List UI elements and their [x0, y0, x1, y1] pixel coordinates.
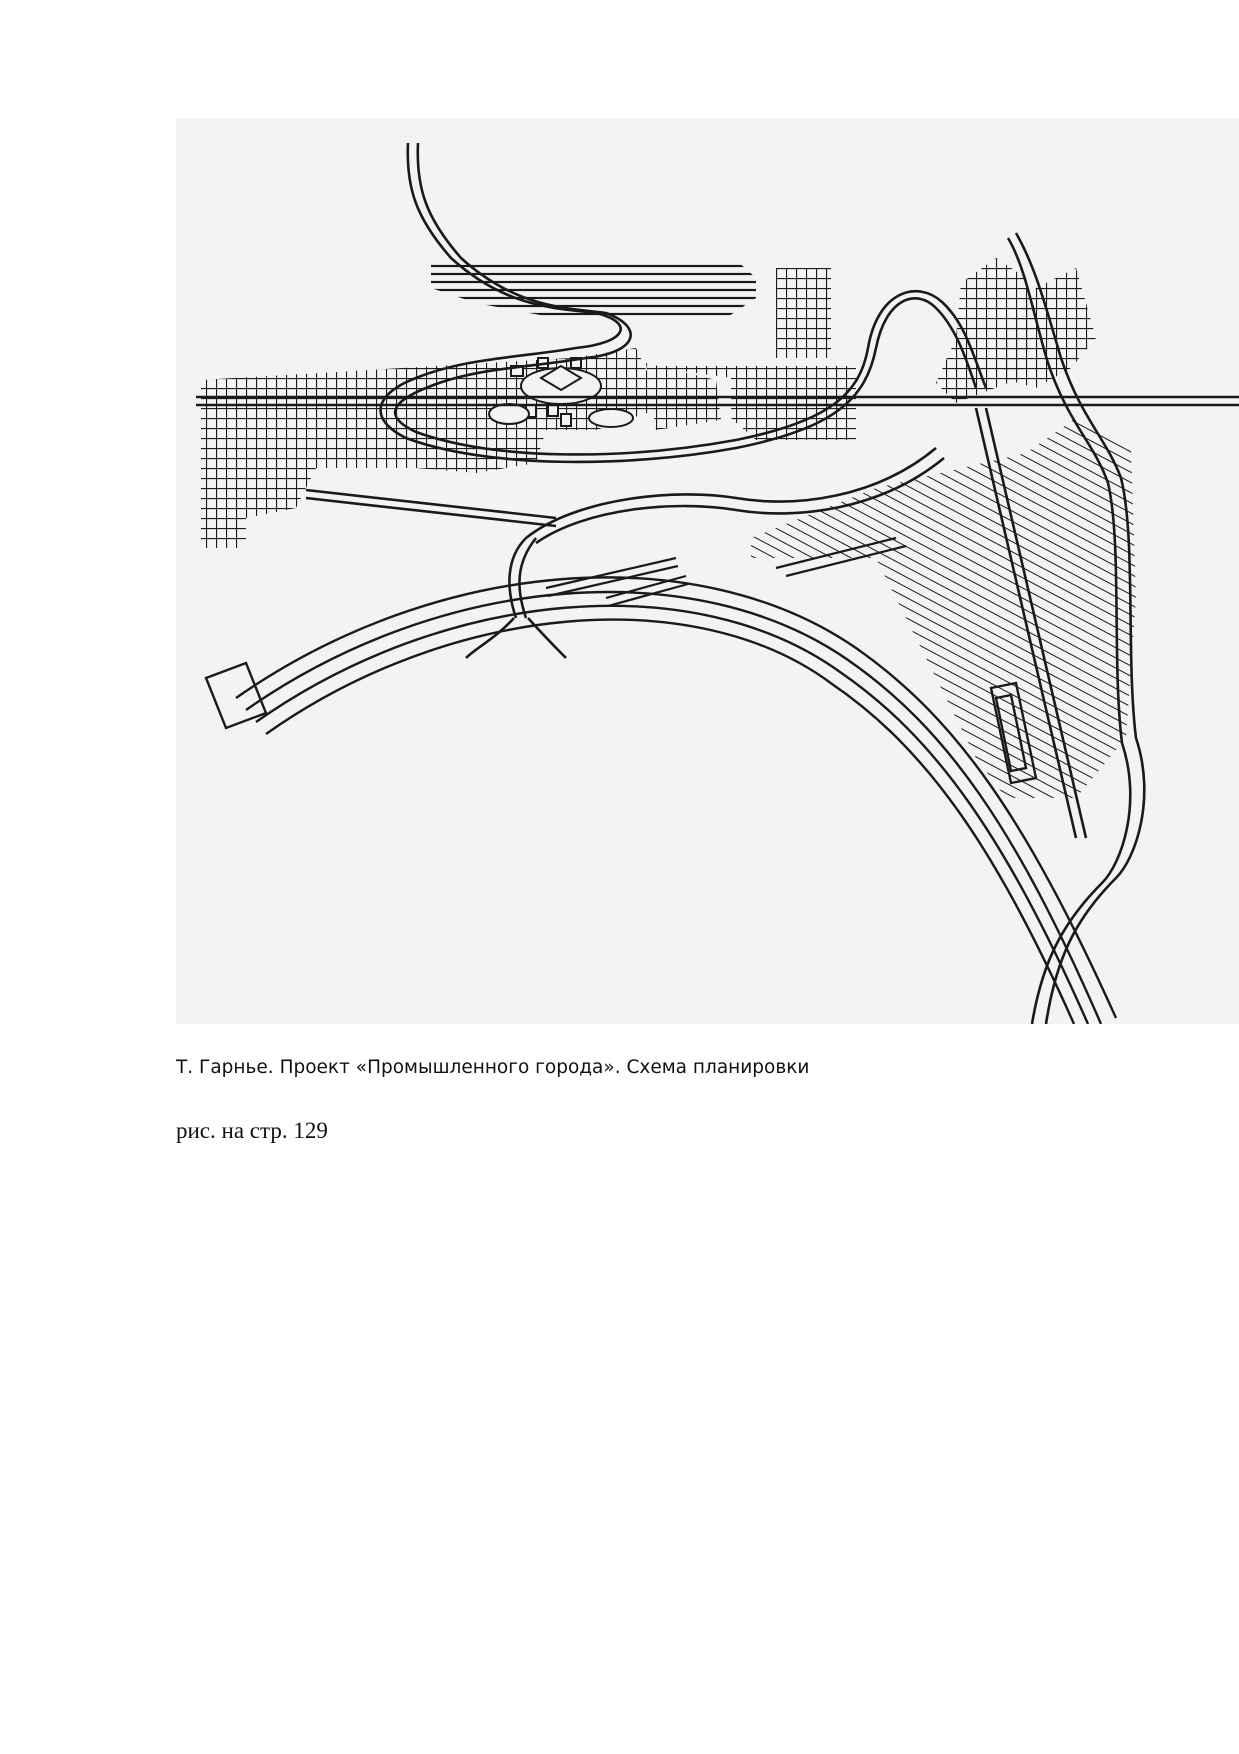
plan-svg — [176, 118, 1239, 1024]
industrial-zone-hatch — [751, 418, 1136, 798]
figure-caption: Т. Гарнье. Проект «Промышленного города». Схема планировки — [176, 1057, 810, 1078]
sw-block — [206, 663, 266, 728]
city-plan-drawing — [176, 118, 1239, 1024]
upper-residential-lines — [431, 260, 756, 318]
page-reference: рис. на стр. 129 — [176, 1118, 328, 1143]
rail-sidings — [546, 538, 906, 606]
